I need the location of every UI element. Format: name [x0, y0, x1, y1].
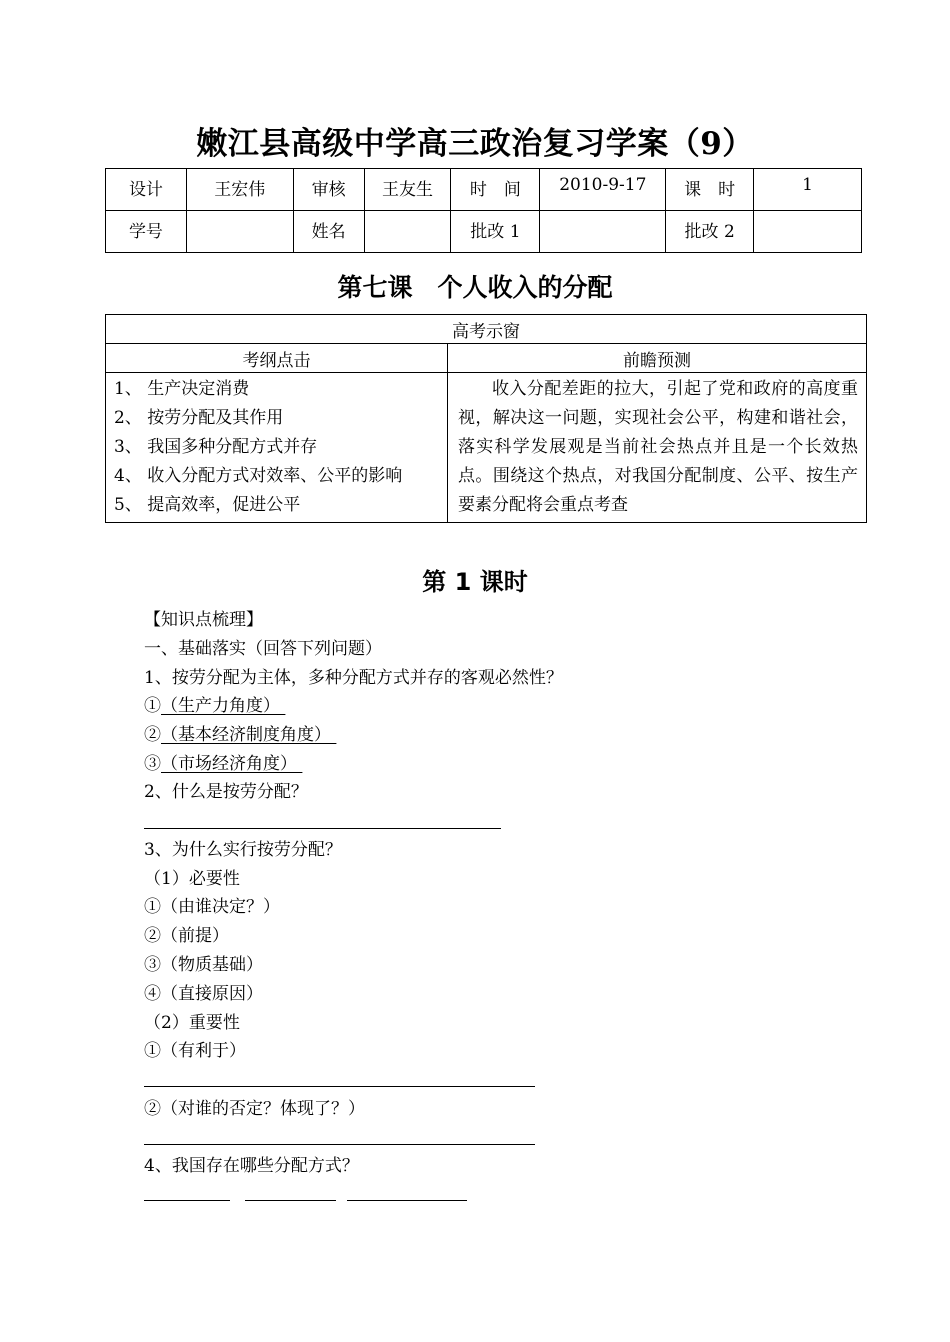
info-cell-period: 1 [754, 169, 862, 211]
info-cell-time-label: 时 间 [451, 169, 540, 211]
section-label: 【知识点梳理】 [144, 610, 263, 630]
lesson-title: 第七课 个人收入的分配 [337, 273, 613, 302]
info-row-1 [106, 169, 862, 211]
q4-answer-blank[interactable] [245, 1200, 336, 1201]
info-cell-student-no-label: 学号 [106, 211, 187, 253]
q3-necessity-item: ①（由谁决定？） [144, 897, 280, 917]
forecast-cell [448, 373, 867, 523]
info-cell-grade2-label: 批改 2 [666, 211, 754, 253]
outline-cell [106, 373, 448, 523]
exam-window-header: 高考示窗 [106, 315, 867, 344]
q3-necessity-heading: （1）必要性 [144, 869, 240, 889]
outline-item: 1、 生产决定消费 [114, 379, 250, 399]
info-cell-period-label: 课 时 [666, 169, 754, 211]
info-cell-reviewer: 王友生 [364, 169, 451, 211]
q1-answer-market[interactable] [144, 754, 302, 774]
question-2: 2、什么是按劳分配？ [144, 782, 308, 802]
info-cell-designer: 王宏伟 [186, 169, 293, 211]
question-3: 3、为什么实行按劳分配？ [144, 840, 342, 860]
page-title: 嫩江县高级中学高三政治复习学案（9） [196, 126, 754, 162]
outline-item: 3、 我国多种分配方式并存 [114, 437, 318, 457]
q3-importance-heading: （2）重要性 [144, 1013, 240, 1033]
outline-column-header: 考纲点击 [106, 344, 448, 373]
q1-answer-basic-system[interactable] [144, 725, 336, 745]
outline-list [114, 375, 439, 520]
q1-hint: （市场经济角度） [161, 754, 297, 774]
q4-answer-blank[interactable] [144, 1200, 230, 1201]
outline-item: 5、 提高效率，促进公平 [114, 495, 301, 515]
q1-hint: （基本经济制度角度） [161, 725, 331, 745]
info-cell-student-no[interactable] [186, 211, 293, 253]
forecast-text: 收入分配差距的拉大，引起了党和政府的高度重视，解决这一问题，实现社会公平，构建和谐社会，落实科学发展观是当前社会热点并且是一个长效热点。围绕这个热点，对我国分配制度、公平、按生产要素分配将会重点考查 [458, 379, 858, 515]
info-cell-name-label: 姓名 [293, 211, 364, 253]
forecast-column-header: 前瞻预测 [448, 344, 867, 373]
q3-necessity-item: ④（直接原因） [144, 984, 263, 1004]
info-cell-design-label: 设计 [106, 169, 187, 211]
question-1: 1、按劳分配为主体，多种分配方式并存的客观必然性？ [144, 668, 563, 688]
q3-necessity-item: ③（物质基础） [144, 955, 263, 975]
info-cell-date: 2010-9-17 [540, 169, 666, 211]
info-cell-grade1[interactable] [540, 211, 666, 253]
q1-prefix: ① [144, 696, 161, 716]
outline-item: 2、 按劳分配及其作用 [114, 408, 284, 428]
question-4: 4、我国存在哪些分配方式？ [144, 1156, 359, 1176]
outline-item: 4、 收入分配方式对效率、公平的影响 [114, 466, 403, 486]
q1-answer-productivity[interactable] [144, 696, 285, 716]
info-table [105, 168, 862, 253]
q3-importance-item: ①（有利于） [144, 1041, 246, 1061]
q1-prefix: ③ [144, 754, 161, 774]
q2-answer-line[interactable] [144, 828, 501, 829]
q3-necessity-item: ②（前提） [144, 926, 229, 946]
q4-answer-blank[interactable] [347, 1200, 467, 1201]
exam-window-table [105, 314, 867, 523]
part-heading: 一、基础落实（回答下列问题） [144, 639, 382, 659]
info-cell-grade2[interactable] [754, 211, 862, 253]
q3-importance-answer-line[interactable] [144, 1086, 535, 1087]
info-cell-grade1-label: 批改 1 [451, 211, 540, 253]
info-cell-name[interactable] [364, 211, 451, 253]
period-title: 第 1 课时 [422, 568, 528, 596]
info-row-2 [106, 211, 862, 253]
info-cell-review-label: 审核 [293, 169, 364, 211]
q1-prefix: ② [144, 725, 161, 745]
q3-importance-answer-line[interactable] [144, 1144, 535, 1145]
q3-importance-item: ②（对谁的否定？体现了？） [144, 1099, 365, 1119]
q1-hint: （生产力角度） [161, 696, 280, 716]
